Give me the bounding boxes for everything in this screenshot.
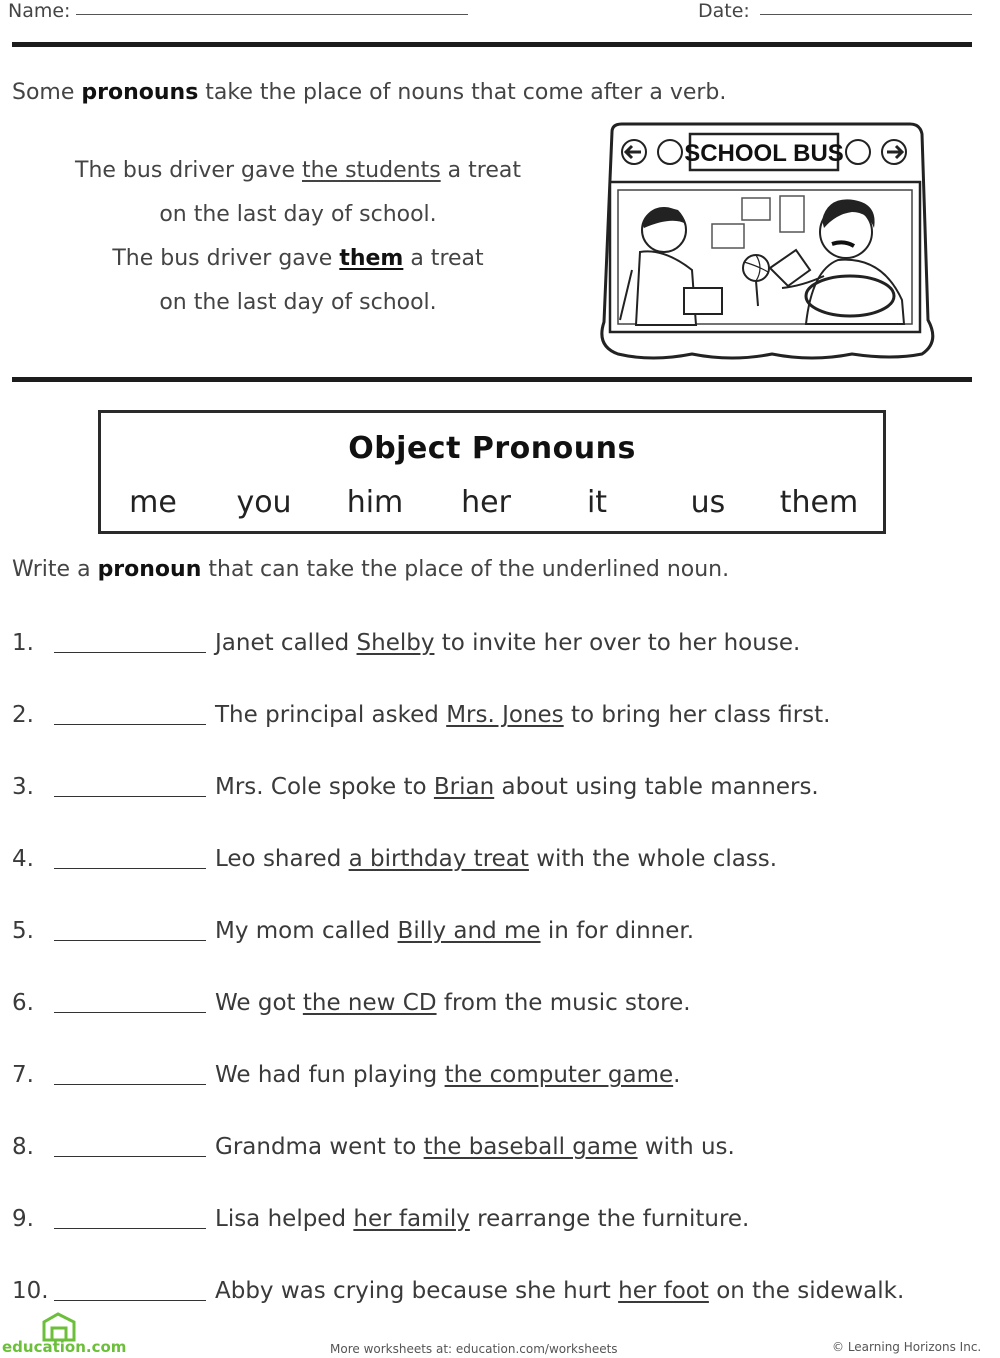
answer-blank[interactable] [54,1084,206,1085]
light-icon [658,140,682,164]
example-underline-pronoun: them [339,246,404,271]
intro-bold: pronouns [81,80,199,105]
middle-rule [12,377,972,382]
name-label: Name: [8,0,71,22]
pronoun-her: her [461,485,511,520]
underlined-noun: Shelby [356,630,435,656]
answer-blank[interactable] [54,1012,206,1013]
intro-text [12,80,726,105]
example-line-3: The bus driver gave them a treat [112,246,484,271]
question-9: 9. Lisa helped her family rearrange the furniture. [12,1206,750,1232]
underlined-noun: a birthday treat [348,846,529,872]
date-line[interactable] [760,14,972,15]
top-rule [12,42,972,47]
example-line-1: The bus driver gave the students a treat [75,158,521,183]
footer-copyright: © Learning Horizons Inc. [832,1340,982,1354]
underlined-noun: the baseball game [423,1134,638,1160]
lollipop-icon [743,255,769,281]
answer-blank[interactable] [54,1300,206,1301]
education-logo-text[interactable]: education.com [2,1338,127,1356]
answer-blank[interactable] [54,796,206,797]
question-4: 4. Leo shared a birthday treat with the whole class. [12,846,778,872]
intro-prefix: Some [12,80,82,105]
question-8: 8. Grandma went to the baseball game with us. [12,1134,735,1160]
intro-suffix: take the place of nouns that come after a verb. [198,80,727,105]
underlined-noun: her family [353,1206,470,1232]
question-7: 7. We had fun playing the computer game. [12,1062,681,1088]
underlined-noun: her foot [618,1278,709,1304]
school-bus-illustration [592,120,950,366]
name-line[interactable] [76,14,468,15]
object-pronouns-box [98,410,886,534]
instructions-text: Write a pronoun that can take the place of the underlined noun. [12,557,730,582]
question-3: 3. Mrs. Cole spoke to Brian about using table manners. [12,774,819,800]
answer-blank[interactable] [54,1156,206,1157]
question-10: 10. Abby was crying because she hurt her foot on the sidewalk. [12,1278,905,1304]
answer-blank[interactable] [54,940,206,941]
answer-blank[interactable] [54,724,206,725]
question-1: 1. Janet called Shelby to invite her over to her house. [12,630,801,656]
footer-more-worksheets[interactable]: More worksheets at: education.com/worksheets [330,1342,618,1356]
answer-blank[interactable] [54,1228,206,1229]
pronoun-me: me [129,485,177,520]
light-icon-right [846,140,870,164]
underlined-noun: the computer game [444,1062,674,1088]
question-2: 2. The principal asked Mrs. Jones to bring her class first. [12,702,831,728]
box-title: Object Pronouns [348,431,636,466]
pronoun-him: him [346,485,404,520]
underlined-noun: Mrs. Jones [446,702,564,728]
answer-blank[interactable] [54,652,206,653]
bus-sign-text: SCHOOL BUS [684,140,844,167]
pronoun-it: it [586,485,608,520]
instructions-bold: pronoun [97,557,202,582]
example-line-4: on the last day of school. [159,290,437,315]
question-5: 5. My mom called Billy and me in for dinner. [12,918,695,944]
pronoun-them: them [779,485,859,520]
underlined-noun: Billy and me [397,918,541,944]
underlined-noun: the new CD [302,990,437,1016]
pronoun-you: you [236,485,292,520]
example-line-2: on the last day of school. [159,202,437,227]
pronoun-us: us [690,485,726,520]
answer-blank[interactable] [54,868,206,869]
example-underline-noun: the students [302,158,441,183]
underlined-noun: Brian [433,774,495,800]
question-6: 6. We got the new CD from the music store. [12,990,691,1016]
date-label: Date: [698,0,750,22]
